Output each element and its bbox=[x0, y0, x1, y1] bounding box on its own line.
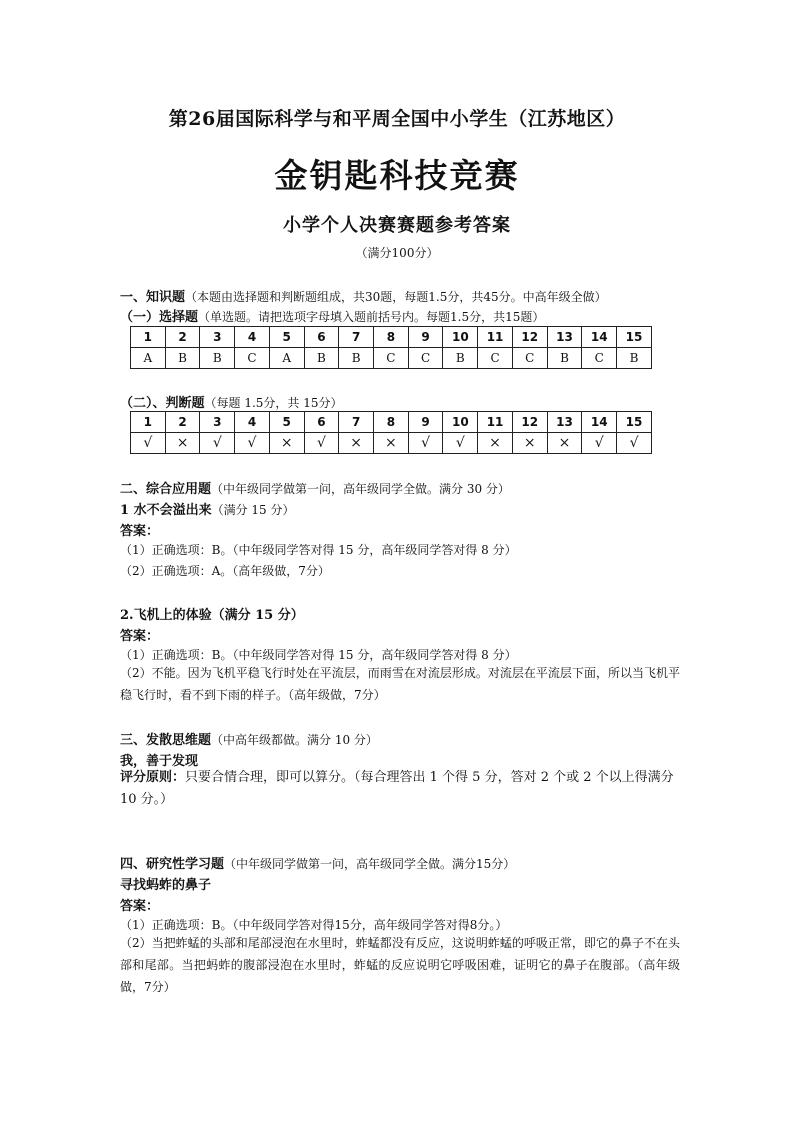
choice-question-number: 13 bbox=[547, 327, 582, 348]
choice-answer-cell: C bbox=[478, 348, 513, 369]
judge-question-number: 15 bbox=[617, 412, 652, 433]
section4-heading: 四、研究性学习题 bbox=[120, 857, 225, 872]
scoring-rule-text: 只要合情合理，即可以算分。（每合理答出 1 个得 5 分，答对 2 个或 2 个以上得满分 10 分。） bbox=[120, 770, 674, 807]
section4-question-title: 寻找蚂蚱的鼻子 bbox=[120, 878, 212, 893]
section1-heading: 一、知识题 bbox=[120, 290, 186, 305]
choice-answer-cell: C bbox=[374, 348, 409, 369]
choice-question-number: 3 bbox=[200, 327, 235, 348]
q1-answer-1: （1）正确选项：B。（中年级同学答对得 15 分，高年级同学答对得 8 分） bbox=[120, 543, 517, 557]
choice-answer-cell: B bbox=[547, 348, 582, 369]
q1-answer-2: （2）正确选项：A。（高年级做，7分） bbox=[120, 564, 330, 578]
choice-answer-cell: C bbox=[582, 348, 617, 369]
q2-answer-1: （1）正确选项：B。（中年级同学答对得 15 分，高年级同学答对得 8 分） bbox=[120, 648, 517, 662]
choice-question-number: 4 bbox=[235, 327, 270, 348]
judge-answer-cell: × bbox=[339, 433, 374, 454]
choice-answer-cell: B bbox=[165, 348, 200, 369]
choice-answer-cell: B bbox=[617, 348, 652, 369]
judge-answer-cell: × bbox=[269, 433, 304, 454]
section1-heading-line bbox=[120, 286, 607, 305]
judge-answer-cell: √ bbox=[582, 433, 617, 454]
section1-desc: （本题由选择题和判断题组成，共30题，每题1.5分，共45分。中高年级全做） bbox=[185, 290, 607, 304]
section2-heading: 二、综合应用题 bbox=[120, 482, 212, 497]
choice-question-number: 15 bbox=[617, 327, 652, 348]
judge-number-row bbox=[131, 412, 652, 433]
judge-question-number: 12 bbox=[512, 412, 547, 433]
judge-answer-cell: × bbox=[547, 433, 582, 454]
judge-question-number: 10 bbox=[443, 412, 478, 433]
choice-answer-cell: C bbox=[512, 348, 547, 369]
choice-answer-cell: C bbox=[235, 348, 270, 369]
choice-question-number: 7 bbox=[339, 327, 374, 348]
q1-score: （满分 15 分） bbox=[211, 503, 295, 517]
choice-answer-cell: B bbox=[443, 348, 478, 369]
judge-question-number: 11 bbox=[478, 412, 513, 433]
section4-answer-2: （2）当把蚱蜢的头部和尾部浸泡在水里时，蚱蜢都没有反应，这说明蚱蜢的呼吸正常，即它的鼻子不在头部和尾部。当把蚂蚱的腹部浸泡在水里时，蚱蜢的反应说明它呼吸困难，证明它的鼻子在腹部。（高年级做，7分） bbox=[120, 936, 680, 994]
judge-question-number: 7 bbox=[339, 412, 374, 433]
choice-question-number: 9 bbox=[408, 327, 443, 348]
choice-question-number: 14 bbox=[582, 327, 617, 348]
judge-question-number: 5 bbox=[269, 412, 304, 433]
judge-answer-cell: × bbox=[512, 433, 547, 454]
judge-heading: （二）、判断题 bbox=[120, 396, 205, 411]
choice-answer-cell: A bbox=[269, 348, 304, 369]
full-score-note: （满分100分） bbox=[355, 246, 439, 260]
section3-heading: 三、发散思维题 bbox=[120, 733, 212, 748]
choice-heading-line bbox=[120, 306, 544, 325]
judge-answer-table bbox=[130, 411, 652, 454]
judge-answer-cell: × bbox=[165, 433, 200, 454]
q1-answer-label: 答案： bbox=[120, 524, 160, 539]
section2-desc: （中年级同学做第一问，高年级同学全做。满分 30 分） bbox=[211, 482, 510, 496]
competition-name: 金钥匙科技竞赛 bbox=[274, 156, 520, 195]
choice-answer-table bbox=[130, 326, 652, 369]
judge-answer-row bbox=[131, 433, 652, 454]
choice-question-number: 2 bbox=[165, 327, 200, 348]
judge-question-number: 14 bbox=[582, 412, 617, 433]
judge-desc: （每题 1.5分，共 15分） bbox=[204, 396, 343, 410]
choice-answer-cell: B bbox=[339, 348, 374, 369]
choice-desc: （单选题。请把选项字母填入题前括号内。每题1.5分，共15题） bbox=[198, 310, 545, 324]
document-subtitle: 小学个人决赛赛题参考答案 bbox=[283, 215, 511, 236]
choice-answer-row bbox=[131, 348, 652, 369]
judge-answer-cell: √ bbox=[304, 433, 339, 454]
section3-question-title: 我，善于发现 bbox=[120, 754, 199, 769]
judge-question-number: 9 bbox=[408, 412, 443, 433]
judge-answer-cell: √ bbox=[617, 433, 652, 454]
competition-title: 第26届国际科学与和平周全国中小学生（江苏地区） bbox=[168, 108, 626, 130]
section4-answer-label: 答案： bbox=[120, 899, 160, 914]
judge-answer-cell: √ bbox=[408, 433, 443, 454]
scoring-rule-label: 评分原则： bbox=[120, 770, 186, 785]
choice-question-number: 11 bbox=[478, 327, 513, 348]
judge-question-number: 1 bbox=[131, 412, 166, 433]
section4-answer-1: （1）正确选项：B。（中年级同学答对得15分，高年级同学答对得8分。） bbox=[120, 918, 508, 932]
choice-heading: （一）选择题 bbox=[120, 310, 199, 325]
section3-heading-line bbox=[120, 729, 378, 748]
choice-question-number: 8 bbox=[374, 327, 409, 348]
judge-question-number: 8 bbox=[374, 412, 409, 433]
choice-question-number: 5 bbox=[269, 327, 304, 348]
section4-heading-line bbox=[120, 853, 515, 872]
q1-title: 1 水不会溢出来 bbox=[120, 503, 212, 518]
choice-answer-cell: A bbox=[131, 348, 166, 369]
section4-desc: （中年级同学做第一问，高年级同学全做。满分15分） bbox=[224, 857, 516, 871]
judge-answer-cell: × bbox=[374, 433, 409, 454]
judge-answer-cell: √ bbox=[443, 433, 478, 454]
judge-heading-line bbox=[120, 392, 343, 411]
judge-answer-cell: √ bbox=[200, 433, 235, 454]
q2-title: 2.飞机上的体验（满分 15 分） bbox=[120, 608, 304, 623]
judge-question-number: 6 bbox=[304, 412, 339, 433]
choice-answer-cell: C bbox=[408, 348, 443, 369]
q1-title-line bbox=[120, 499, 294, 518]
judge-answer-cell: × bbox=[478, 433, 513, 454]
choice-answer-cell: B bbox=[200, 348, 235, 369]
judge-question-number: 3 bbox=[200, 412, 235, 433]
choice-number-row bbox=[131, 327, 652, 348]
judge-question-number: 2 bbox=[165, 412, 200, 433]
judge-question-number: 4 bbox=[235, 412, 270, 433]
q2-answer-2: （2）不能。因为飞机平稳飞行时处在平流层，而雨雪在对流层形成。对流层在平流层下面，所以当飞机平稳飞行时，看不到下雨的样子。（高年级做，7分） bbox=[120, 666, 680, 702]
q2-answer-label: 答案： bbox=[120, 629, 160, 644]
choice-question-number: 6 bbox=[304, 327, 339, 348]
choice-question-number: 12 bbox=[512, 327, 547, 348]
choice-answer-cell: B bbox=[304, 348, 339, 369]
choice-question-number: 10 bbox=[443, 327, 478, 348]
section2-heading-line bbox=[120, 478, 510, 497]
choice-question-number: 1 bbox=[131, 327, 166, 348]
section3-desc: （中高年级都做。满分 10 分） bbox=[211, 733, 378, 747]
judge-question-number: 13 bbox=[547, 412, 582, 433]
section3-scoring-rule bbox=[120, 767, 680, 811]
judge-answer-cell: √ bbox=[131, 433, 166, 454]
judge-answer-cell: √ bbox=[235, 433, 270, 454]
